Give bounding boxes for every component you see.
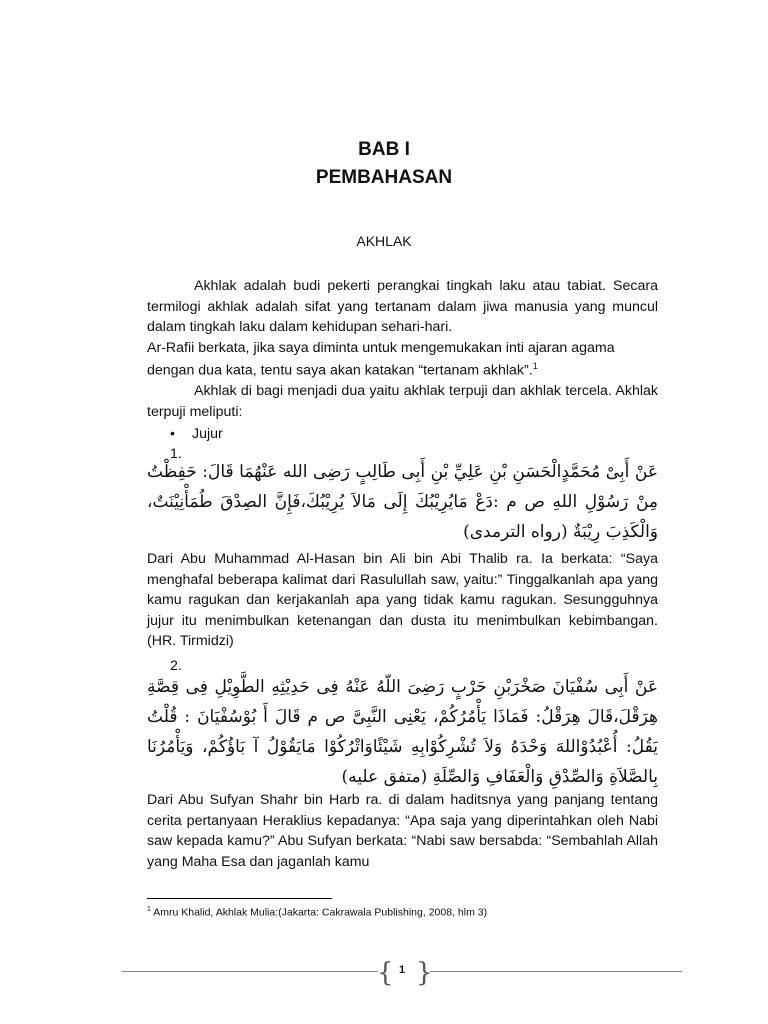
hadith-1-translation: Dari Abu Muhammad Al-Hasan bin Ali bin Abi Thalib ra. Ia berkata: “Saya menghafal beberapa kalimat dari Rasulullah saw, yaitu:” Tinggalkanlah apa yang kamu ragukan dan kerjakanlah apa yang tidak kamu ragukan. Sesungguhnya jujur itu menimbulkan ketenangan dan dusta itu menimbulkan kebimbangan. (HR. Tirmidzi) (147, 551, 658, 649)
list-number-1: 1. (170, 446, 182, 462)
paragraph-classification: Akhlak di bagi menjadi dua yaitu akhlak terpuji dan akhlak tercela. Akhlak terpuji meliputi: (147, 383, 658, 420)
page-number: 1 (398, 964, 406, 976)
hadith-2-arabic: عَنْ أَبِى سُفْيَانَ صَخْرَبْنِ حَرْبٍ رَضِىَ اللّهُ عَنْهُ فِى حَدِيْثِهِ الطَّوِيْلِ فِى قِصَّةِ هِرَقْلَ،قَالَ هِرَقْلُ: فَمَاذَا يَأْمُرُكُمْ، يَعْنِى النَّبِىَّ ص م قَالَ أَ بُوْسُفْيَانَ : قُلْتُ يَقُلُ: أُعْبُدُوْاللهَ وَحْدَهُ وَلاَ تُشْرِكُوْابِهِ شَيْئًاوَاتْرُكُوْا مَايَقُوْلُ آ بَاؤُكُمْ، وَيَأْمُرُنَا بِالصَّلاَةِ وَالصِّدْقِ وَالْعَفَافِ وَالصِّلَةِ (متفق عليه) (147, 677, 658, 787)
ar-rafii-quote: dengan dua kata, tentu saya akan katakan “tertanam akhlak”. (147, 362, 533, 379)
bullet-item-jujur: Jujur (192, 426, 223, 442)
footnote-reference[interactable]: 1 (532, 361, 538, 371)
footer-rule-right (430, 971, 682, 972)
footnote-number: 1 (147, 906, 151, 913)
paragraph-definition: Akhlak adalah budi pekerti perangkai tingkah laku atau tabiat. Secara termilogi akhlak adalah sifat yang tertanam dalam jiwa manusia yang muncul dalam tingkah laku dalam kehidupan sehari-hari. (147, 278, 658, 335)
footnote (147, 906, 487, 919)
paragraph-ar-rafii-line1: Ar-Rafii berkata, jika saya diminta untuk mengemukakan inti ajaran agama (147, 340, 615, 356)
section-title: PEMBAHASAN (315, 167, 453, 188)
hadith-1-arabic: عَنْ أَبِىْ مُحَمَّدٍالْحَسَنِ بْنِ عَلِيِّ بْنِ أَبِى طَالِبٍ رَضِى الله عَنْهُمَا قَالَ: حَفِظْتُ مِنْ رَسُوْلِ اللهِ ص م :دَعْ مَايُرِيْبُكَ إِلَى مَالاَ يُرِيْبُكَ،فَإِنَّ الصِدْقَ طُمَأْنِيْنَتٌ، وَالْكَذِبَ رِيْبَةٌ (رواه الترمدى) (147, 462, 658, 542)
footer-bracket-left: { (377, 958, 394, 988)
chapter-title: BAB I (358, 139, 410, 160)
footnote-text: Amru Khalid, Akhlak Mulia:(Jakarta: Cakrawala Publishing, 2008, hlm 3) (150, 906, 488, 919)
bullet-icon: • (170, 425, 175, 441)
paragraph-ar-rafii-line2 (147, 361, 658, 379)
footer-rule-left (122, 971, 378, 972)
topic-heading: AKHLAK (356, 233, 412, 249)
list-number-2: 2. (170, 658, 182, 674)
footnote-divider (147, 898, 332, 899)
hadith-2-translation: Dari Abu Sufyan Shahr bin Harb ra. di dalam haditsnya yang panjang tentang cerita pertanyaan Heraklius kepadanya: “Apa saja yang diperintahkan oleh Nabi saw kepada kamu?” Abu Sufyan berkata: “Nabi saw bersabda: “Sembahlah Allah yang Maha Esa dan jaganlah kamu (147, 792, 658, 870)
footer-bracket-right: } (416, 958, 433, 988)
